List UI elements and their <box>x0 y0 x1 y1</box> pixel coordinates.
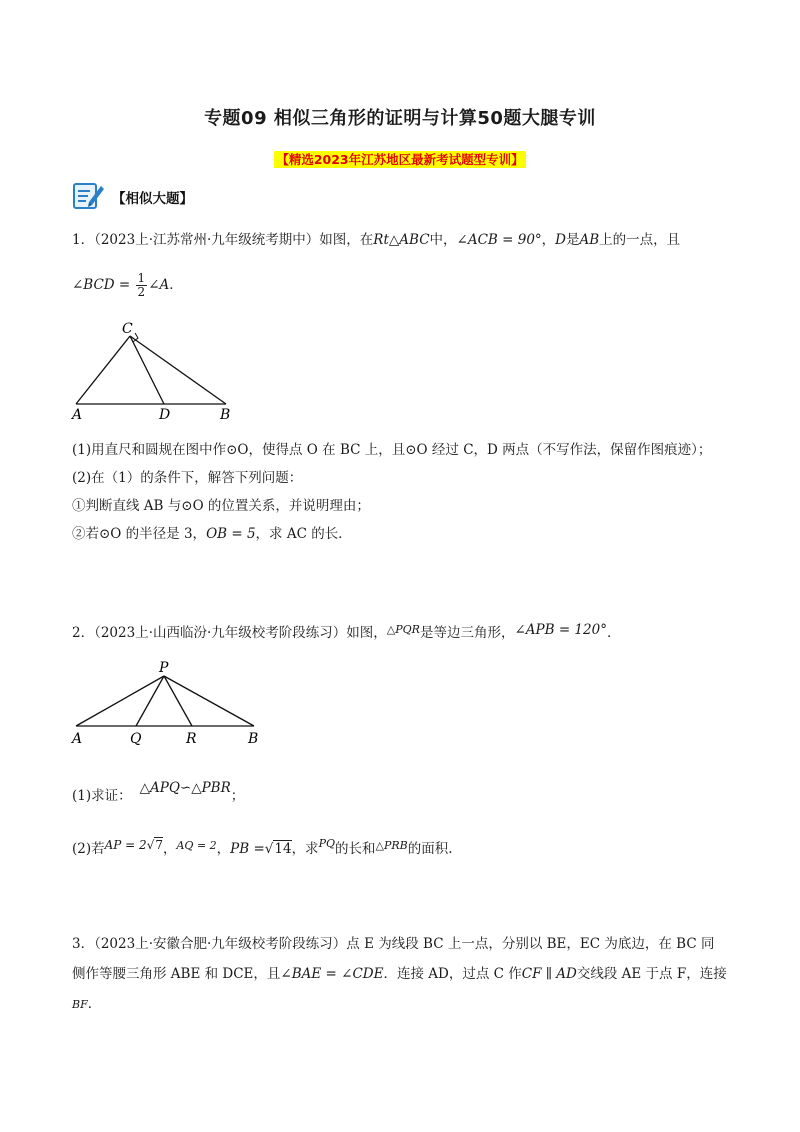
q2-label-p: P <box>159 660 169 676</box>
q1-text: 上的一点，且 <box>599 232 681 248</box>
q2-number: 2． <box>72 625 95 641</box>
q3-bf: BF <box>72 998 88 1011</box>
q1-text: 中， <box>429 232 457 248</box>
banner-text: 【精选2023年江苏地区最新考试题型专训】 <box>276 152 524 167</box>
q2-label-b: B <box>248 731 259 747</box>
q2-text: 的长和 <box>334 841 376 857</box>
q3-line2 <box>72 964 727 984</box>
q1-label-a: A <box>72 407 83 422</box>
q1-part2: (2)在（1）的条件下，解答下列问题： <box>72 470 303 486</box>
q3-text: 交线段 AE 于点 F，连接 <box>576 966 727 982</box>
q2-triangle <box>76 676 254 726</box>
q2-part1 <box>72 778 244 806</box>
q2-ap-root: 7 <box>155 838 163 852</box>
q1-number: 1． <box>72 232 95 248</box>
q1-text: ． <box>169 277 183 293</box>
q1-text: ②若⊙O 的半径是 3， <box>72 526 207 542</box>
q2-label-a: A <box>72 731 83 747</box>
page-title: 专题09 相似三角形的证明与计算50题大腿专训 <box>204 108 596 129</box>
q3-line3 <box>72 994 101 1015</box>
fraction-half <box>136 272 148 299</box>
q2-label-r: R <box>186 731 197 747</box>
q1-ob: OB = 5 <box>206 526 256 542</box>
q1-bcd-lhs: ∠BCD = <box>72 277 131 293</box>
q1-source: （2023上·江苏常州·九年级统考期中） <box>94 232 320 248</box>
q2-text: ， <box>162 841 177 857</box>
q2-text: (1)求证： <box>72 788 132 804</box>
q1-label-d: D <box>159 407 171 422</box>
q2-text: ． <box>606 625 621 641</box>
q3-parallel: CF ∥ AD <box>521 966 577 982</box>
q2-text: 如图， <box>346 625 387 641</box>
section-heading <box>72 180 193 214</box>
q2-pq: PQ <box>318 837 335 850</box>
q2-prb: △PRB <box>375 839 408 852</box>
q2-angle-apb: ∠APB = 120° <box>514 622 607 638</box>
q3-number: 3． <box>72 936 95 952</box>
q3-source: （2023上·安徽合肥·九年级校考阶段练习） <box>94 936 347 952</box>
q1-point-d: D <box>555 232 566 248</box>
q1-angle-acb: ∠ACB = 90° <box>456 232 542 248</box>
q1-triangle <box>76 333 226 404</box>
q1-stem <box>72 230 680 250</box>
q1-condition <box>72 272 183 299</box>
q1-label-c: C <box>122 321 133 337</box>
q3-text: 侧作等腰三角形 ABE 和 DCE，且 <box>72 966 281 982</box>
q1-rt-abc: Rt△ABC <box>373 232 430 248</box>
q2-text: ，求 <box>291 841 319 857</box>
q2-figure <box>64 656 264 748</box>
subtitle-banner <box>0 149 800 168</box>
q2-similar: △APQ∽△PBR <box>139 780 231 796</box>
fraction-numerator: 1 <box>137 271 146 285</box>
q1-ab: AB <box>579 232 600 248</box>
q2-text: (2)若 <box>72 841 105 857</box>
q2-text: ， <box>216 841 231 857</box>
q3-line1 <box>72 934 714 954</box>
q2-label-q: Q <box>130 731 142 747</box>
q2-part2 <box>72 834 453 859</box>
q2-text: 的面积. <box>407 841 453 857</box>
q2-source: （2023上·山西临汾·九年级校考阶段练习） <box>94 625 347 641</box>
q1-bcd-rhs: ∠A <box>148 277 170 293</box>
q2-pb: PB = <box>230 841 265 857</box>
q2-text: 是等边三角形， <box>419 625 515 641</box>
section-label: 【相似大题】 <box>112 191 193 207</box>
q2-ap: AP = 2 <box>104 838 147 852</box>
q3-text: ．连接 AD，过点 C 作 <box>383 966 522 982</box>
fraction-denominator: 2 <box>137 285 146 299</box>
q2-pb-root: 14 <box>274 841 292 857</box>
q1-text: 是 <box>566 232 580 248</box>
sqrt-symbol: √ <box>264 841 274 857</box>
q1-part1: (1)用直尺和圆规在图中作⊙O，使得点 O 在 BC 上，且⊙O 经过 C，D 两点（不写作法，保留作图痕迹）； <box>72 442 712 458</box>
q1-text: ，求 AC 的长． <box>255 526 352 542</box>
q1-part2-2 <box>72 524 352 544</box>
q2-aq: AQ = 2 <box>176 839 217 852</box>
q1-text: ， <box>541 232 556 248</box>
q2-text: ； <box>230 788 245 804</box>
edit-note-icon <box>72 180 106 214</box>
q3-text: ． <box>87 996 102 1012</box>
q3-text: 点 E 为线段 BC 上一点，分别以 BE，EC 为底边，在 BC 同 <box>346 936 715 952</box>
q1-label-b: B <box>220 407 231 422</box>
q2-stem <box>72 620 620 643</box>
sqrt-symbol: √ <box>146 838 155 852</box>
q1-part2-1: ①判断直线 AB 与⊙O 的位置关系，并说明理由； <box>72 498 370 514</box>
q3-angle-eq: ∠BAE = ∠CDE <box>280 966 384 982</box>
q1-text: 如图，在 <box>319 232 374 248</box>
q2-pqr: △PQR <box>386 623 420 636</box>
q1-figure <box>64 318 244 422</box>
